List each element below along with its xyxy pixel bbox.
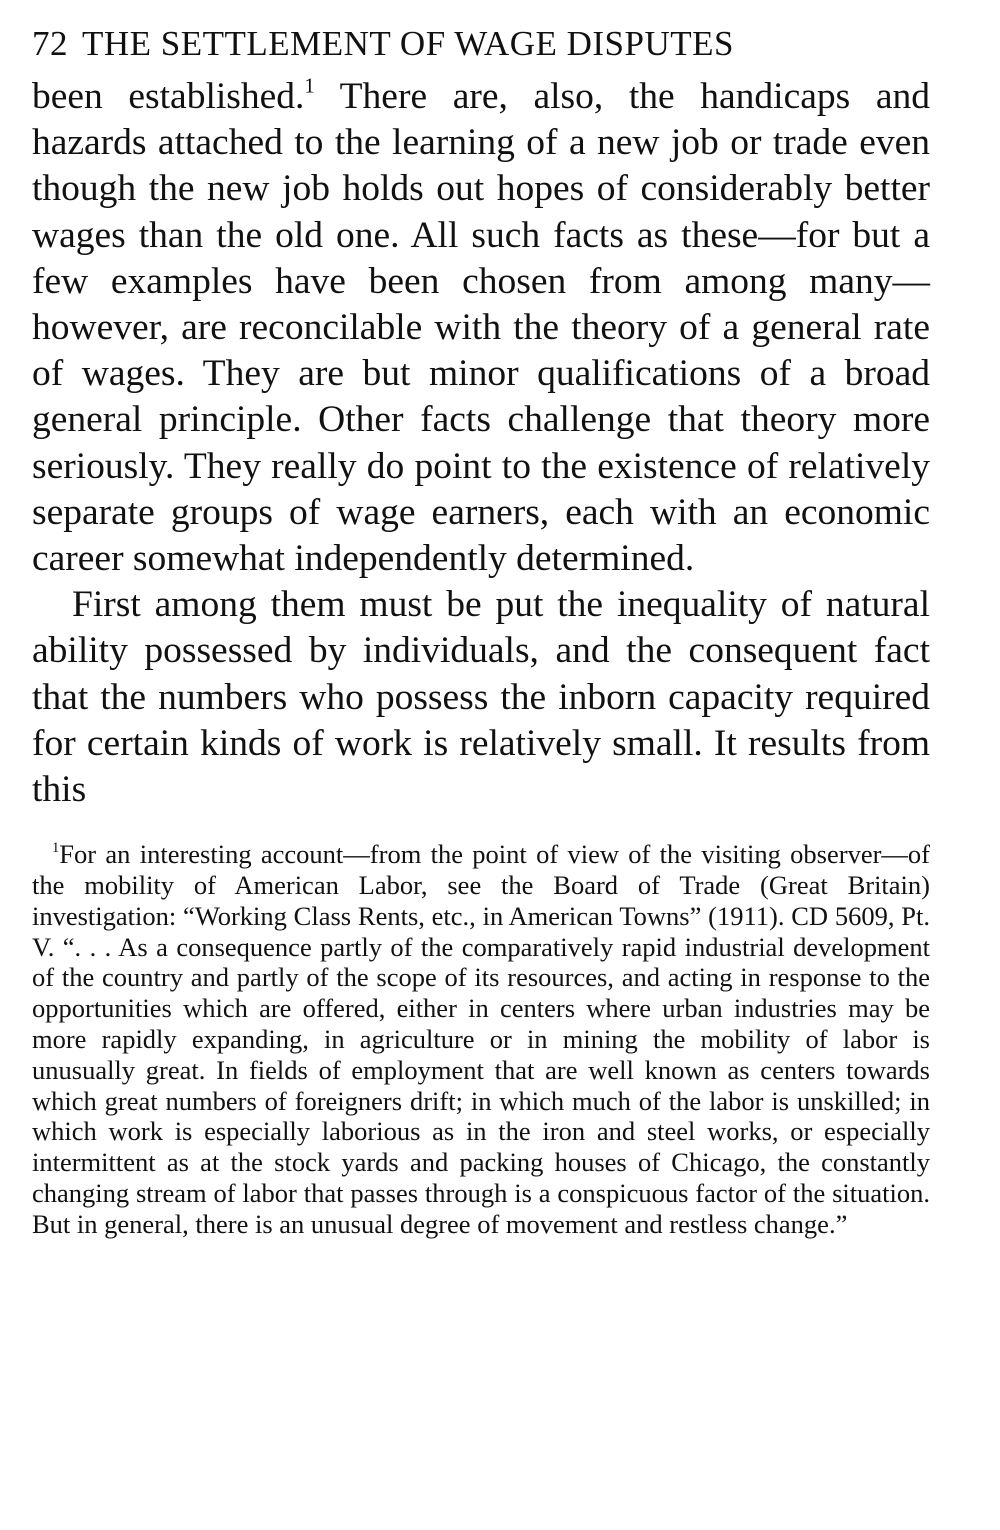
- page-number: 72: [32, 24, 68, 63]
- main-text: [32, 74, 930, 813]
- book-page: [32, 22, 930, 1240]
- footnote-text: For an interesting account—from the point of view of the visiting observer—of the mobility of American Labor, see the Board of Trade (Great Britain) investigation: “Working Class Rents, etc., in American Towns” (1911). CD 5609, Pt. V. “. . . As a consequence partly of the comparatively rapid industrial development of the country and partly of the scope of its resources, and acting in response to the opportunities which are offered, either in centers where urban industries may be more rapidly expanding, in agriculture or in mining the mobility of labor is unusually great. In fields of employment that are well known as centers towards which great numbers of foreigners drift; in which much of the labor is unskilled; in which work is especially laborious as in the iron and steel works, or especially intermittent as at the stock yards and packing houses of Chicago, the constantly changing stream of labor that passes through is a conspicuous factor of the situation. But in general, there is an unusual degree of movement and restless change.”: [32, 839, 930, 1239]
- footnote-reference: 1: [304, 75, 315, 98]
- paragraph-text: There are, also, the handicaps and hazards attached to the learning of a new job or trade even though the new job holds out hopes of considerably better wages than the old one. All such facts as these—for but a few examples have been chosen from among many—however, are reconcilable with the theory of a general rate of wages. They are but minor qualifications of a broad general principle. Other facts challenge that theory more seriously. They really do point to the existence of relatively separate groups of wage earners, each with an economic career somewhat independently determined.: [32, 76, 930, 580]
- paragraph-text: been established.: [32, 76, 305, 117]
- running-head: [32, 22, 930, 66]
- footnote: [32, 839, 930, 1239]
- running-title: THE SETTLEMENT OF WAGE DISPUTES: [82, 24, 734, 63]
- footnote-marker: 1: [52, 840, 60, 857]
- paragraph: First among them must be put the inequality of natural ability possessed by individuals, and the consequent fact that the numbers who possess the inborn capacity required for certain kinds of work is relatively small. It results from this: [32, 584, 930, 811]
- paragraph: [32, 74, 930, 582]
- footnotes: [32, 839, 930, 1239]
